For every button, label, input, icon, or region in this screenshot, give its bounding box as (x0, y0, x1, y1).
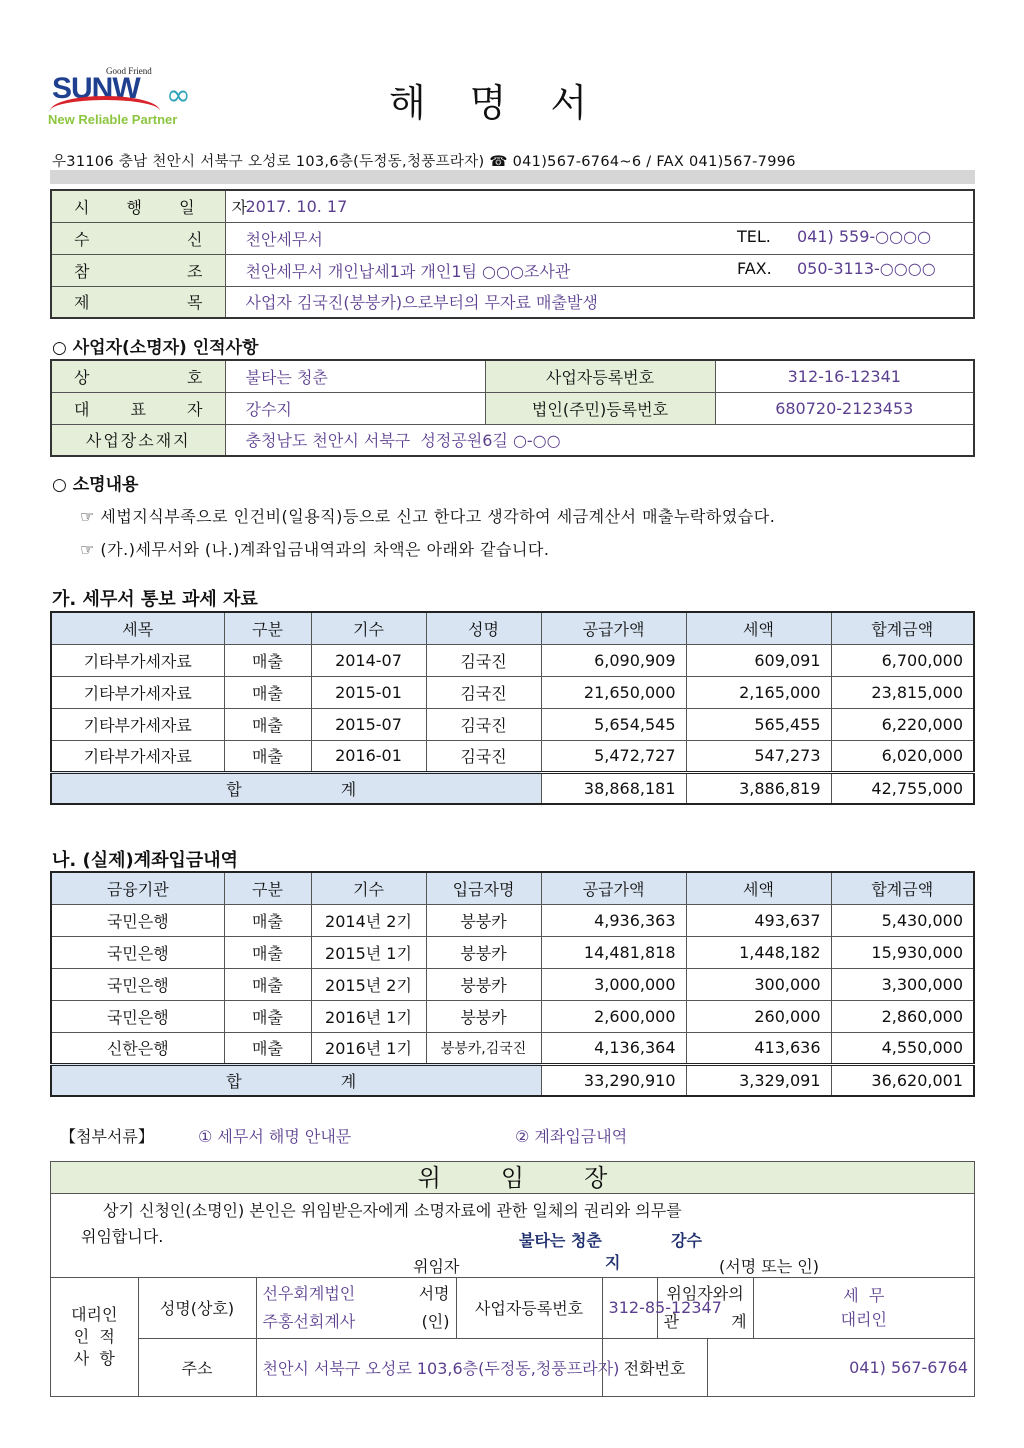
table-b-column-header: 합계금액 (831, 872, 974, 904)
table-cell: 547,273 (686, 740, 831, 772)
table-row (51, 904, 974, 936)
table-cell: 국민은행 (51, 968, 224, 1000)
table-cell: 매출 (224, 1000, 311, 1032)
table-row (51, 740, 974, 772)
subject-label-2: 목 (187, 293, 203, 313)
table-cell: 2015-07 (311, 708, 426, 740)
explanation-line-1: ☞ 세법지식부족으로 인건비(일용직)등으로 신고 한다고 생각하여 세금계산서 매출누락하였습다. (80, 507, 776, 526)
document-title: 해명서 (388, 81, 632, 125)
table-a-header-row (51, 612, 974, 644)
table-a-column-header: 공급가액 (541, 612, 686, 644)
table-row (51, 676, 974, 708)
table-cell: 김국진 (426, 708, 541, 740)
proxy-body-line-1: 상기 신청인(소명인) 본인은 위임받은자에게 소명자료에 관한 일체의 권리와 의무를 (103, 1201, 682, 1220)
date-label: 시 행 일 자 (51, 190, 225, 222)
agent-accountant-name: 주홍선회계사 (262, 1311, 356, 1331)
total-value: 33,290,910 (541, 1064, 686, 1096)
biz-row-trade-name (51, 360, 974, 392)
delegator-trade-name: 불타는 청춘 (519, 1231, 602, 1250)
table-cell: 6,020,000 (831, 740, 974, 772)
explanation-line-2: ☞ (가.)세무서와 (나.)계좌입금내역과의 차액은 아래와 같습니다. (80, 540, 550, 559)
rep-label-1: 대 (74, 399, 90, 419)
company-logo (48, 62, 228, 132)
recipient-label-2: 신 (187, 229, 203, 249)
table-b-column-header: 공급가액 (541, 872, 686, 904)
table-cell: 5,430,000 (831, 904, 974, 936)
seal-word: (인) (421, 1311, 450, 1331)
total-label-2: 계 (340, 779, 357, 799)
relation-label-2: 관 (663, 1311, 679, 1331)
trade-name-value: 불타는 청춘 (225, 360, 485, 392)
info-row-recipient (51, 222, 974, 254)
table-cell: 매출 (224, 936, 311, 968)
power-of-attorney (50, 1161, 975, 1397)
logo-slogan: New Reliable Partner (48, 112, 178, 127)
logo-tagline-small: Good Friend (106, 66, 152, 76)
divider-band (50, 170, 975, 184)
attachment-item-1[interactable]: ① 세무서 해명 안내문 (198, 1127, 352, 1146)
table-cell: 매출 (224, 708, 311, 740)
total-value: 3,886,819 (686, 772, 831, 804)
recipient-value: 천안세무서 (245, 229, 323, 249)
table-cell: 붕붕카 (426, 1000, 541, 1032)
table-cell: 6,700,000 (831, 644, 974, 676)
table-a-column-header: 성명 (426, 612, 541, 644)
signature-label: (서명 또는 인) (719, 1257, 819, 1276)
corp-reg-value: 680720-2123453 (715, 392, 974, 424)
total-label-1: 합 (226, 779, 242, 799)
biz-reg-value: 312-16-12341 (715, 360, 974, 392)
relation-label-1: 위임자와의 (666, 1283, 744, 1303)
table-cell: 565,455 (686, 708, 831, 740)
total-value: 3,329,091 (686, 1064, 831, 1096)
biz-row-representative (51, 392, 974, 424)
corp-reg-label: 법인(주민)등록번호 (485, 392, 715, 424)
table-cell: 2014-07 (311, 644, 426, 676)
total-label-1: 합 (226, 1071, 242, 1091)
location-label: 사업장소재지 (51, 424, 225, 456)
agent-phone-label: 전화번호 (602, 1338, 707, 1396)
agent-name-label: 성명(상호) (138, 1278, 256, 1338)
table-cell: 2,165,000 (686, 676, 831, 708)
agent-firm-name: 선우회계법인 (262, 1283, 356, 1303)
rep-label-2: 표 (130, 399, 146, 419)
table-cell: 21,650,000 (541, 676, 686, 708)
total-row (51, 1064, 974, 1096)
table-cell: 2016-01 (311, 740, 426, 772)
table-cell: 김국진 (426, 676, 541, 708)
table-cell: 붕붕카 (426, 968, 541, 1000)
table-cell: 260,000 (686, 1000, 831, 1032)
table-cell: 국민은행 (51, 936, 224, 968)
total-value: 36,620,001 (831, 1064, 974, 1096)
table-cell: 기타부가세자료 (51, 676, 224, 708)
table-cell: 3,300,000 (831, 968, 974, 1000)
agent-biz-reg-value: 312-85-12347 (602, 1278, 657, 1338)
table-row (51, 968, 974, 1000)
table-cell: 3,000,000 (541, 968, 686, 1000)
proxy-body-line-2: 위임합니다. (81, 1227, 164, 1246)
table-cell: 김국진 (426, 740, 541, 772)
table-cell: 23,815,000 (831, 676, 974, 708)
table-row (51, 1000, 974, 1032)
reference-label-1: 참 (74, 261, 90, 281)
attachments-label: 【첨부서류】 (60, 1127, 154, 1146)
delegator-name-part1: 강수 (671, 1231, 702, 1250)
agent-address-label: 주소 (138, 1338, 256, 1396)
table-cell: 매출 (224, 904, 311, 936)
location-value: 충청남도 천안시 서북구 성정공원6길 ○-○○ (225, 424, 974, 456)
info-table (50, 189, 975, 319)
relation-value-1: 세 무 (843, 1285, 885, 1305)
agent-info-table (51, 1278, 974, 1397)
table-cell: 15,930,000 (831, 936, 974, 968)
table-cell: 2,600,000 (541, 1000, 686, 1032)
table-cell: 5,472,727 (541, 740, 686, 772)
info-row-reference (51, 254, 974, 286)
agent-section-label-1: 대리인 (71, 1304, 118, 1324)
table-b-column-header: 금융기관 (51, 872, 224, 904)
table-cell: 14,481,818 (541, 936, 686, 968)
table-b-column-header: 구분 (224, 872, 311, 904)
proxy-body (51, 1194, 974, 1278)
total-row (51, 772, 974, 804)
table-cell: 기타부가세자료 (51, 740, 224, 772)
total-label (51, 772, 541, 804)
table-cell: 국민은행 (51, 1000, 224, 1032)
table-cell: 매출 (224, 676, 311, 708)
total-value: 38,868,181 (541, 772, 686, 804)
relation-value-2: 대리인 (840, 1309, 887, 1329)
delegator-label: 위임자 (413, 1257, 460, 1276)
rep-label-3: 자 (187, 399, 203, 419)
table-cell: 413,636 (686, 1032, 831, 1064)
table-b-column-header: 세액 (686, 872, 831, 904)
agent-section-label-2: 인 적 (73, 1326, 115, 1346)
subject-value: 사업자 김국진(붕붕카)으로부터의 무자료 매출발생 (225, 286, 974, 318)
biz-reg-label: 사업자등록번호 (485, 360, 715, 392)
tax-office-data-table (50, 611, 975, 805)
table-cell: 김국진 (426, 644, 541, 676)
table-cell: 2016년 1기 (311, 1000, 426, 1032)
table-cell: 300,000 (686, 968, 831, 1000)
table-cell: 매출 (224, 644, 311, 676)
bank-deposit-table (50, 871, 975, 1097)
total-label (51, 1064, 541, 1096)
agent-phone-value: 041) 567-6764 (707, 1338, 974, 1396)
table-row (51, 644, 974, 676)
table-b-column-header: 기수 (311, 872, 426, 904)
table-cell: 2015년 1기 (311, 936, 426, 968)
info-row-date (51, 190, 974, 222)
company-address: 우31106 충남 천안시 서북구 오성로 103,6층(두정동,청풍프라자) ☎ 041)567-6764~6 / FAX 041)567-7996 (52, 154, 796, 170)
business-section-heading: ○ 사업자(소명자) 인적사항 (52, 338, 259, 358)
proxy-title: 위임장 (51, 1162, 974, 1194)
table-cell: 2014년 2기 (311, 904, 426, 936)
table-cell: 4,136,364 (541, 1032, 686, 1064)
table-cell: 국민은행 (51, 904, 224, 936)
table-a-column-header: 세목 (51, 612, 224, 644)
info-row-subject (51, 286, 974, 318)
table-cell: 신한은행 (51, 1032, 224, 1064)
table-cell: 매출 (224, 1032, 311, 1064)
table-cell: 붕붕카,김국진 (426, 1032, 541, 1064)
recipient-label-1: 수 (74, 229, 90, 249)
logo-wordmark: SUNW (52, 72, 140, 105)
agent-biz-reg-label: 사업자등록번호 (456, 1278, 602, 1338)
table-a-title: 가. 세무서 통보 과세 자료 (52, 589, 258, 610)
agent-row-name (51, 1278, 974, 1338)
table-cell: 493,637 (686, 904, 831, 936)
trade-name-label-2: 호 (187, 367, 203, 387)
biz-row-location (51, 424, 974, 456)
table-row (51, 708, 974, 740)
attachment-item-2[interactable]: ② 계좌입금내역 (515, 1127, 628, 1146)
table-a-column-header: 구분 (224, 612, 311, 644)
table-cell: 5,654,545 (541, 708, 686, 740)
table-cell: 6,220,000 (831, 708, 974, 740)
explanation-heading: ○ 소명내용 (52, 475, 139, 495)
table-a-column-header: 합계금액 (831, 612, 974, 644)
table-cell: 매출 (224, 740, 311, 772)
table-cell: 1,448,182 (686, 936, 831, 968)
agent-address-value: 천안시 서북구 오성로 103,6층(두정동,청풍프라자) (256, 1338, 602, 1396)
relation-label-3: 계 (731, 1311, 747, 1331)
table-cell: 기타부가세자료 (51, 644, 224, 676)
table-cell: 기타부가세자료 (51, 708, 224, 740)
tel-label: TEL. (737, 226, 771, 246)
table-row (51, 936, 974, 968)
table-b-column-header: 입금자명 (426, 872, 541, 904)
agent-row-address (51, 1338, 974, 1396)
table-cell: 2015-01 (311, 676, 426, 708)
business-table (50, 359, 975, 457)
total-label-2: 계 (340, 1071, 357, 1091)
table-a-column-header: 기수 (311, 612, 426, 644)
tel-value: 041) 559-○○○○ (797, 226, 932, 246)
date-value: 2017. 10. 17 (225, 190, 974, 222)
trade-name-label-1: 상 (74, 367, 90, 387)
total-value: 42,755,000 (831, 772, 974, 804)
table-cell: 4,936,363 (541, 904, 686, 936)
table-cell: 4,550,000 (831, 1032, 974, 1064)
table-cell: 2,860,000 (831, 1000, 974, 1032)
sign-word: 서명 (418, 1283, 450, 1303)
table-cell: 매출 (224, 968, 311, 1000)
table-cell: 붕붕카 (426, 936, 541, 968)
table-cell: 2016년 1기 (311, 1032, 426, 1064)
reference-label-2: 조 (187, 261, 203, 281)
fax-label: FAX. (737, 258, 772, 278)
delegator-name-part2: 지 (605, 1253, 621, 1272)
representative-value: 강수지 (225, 392, 485, 424)
table-b-header-row (51, 872, 974, 904)
infinity-icon: ∞ (166, 78, 191, 113)
table-cell: 609,091 (686, 644, 831, 676)
table-cell: 붕붕카 (426, 904, 541, 936)
fax-value: 050-3113-○○○○ (797, 258, 936, 278)
reference-value: 천안세무서 개인납세1과 개인1팀 ○○○조사관 (245, 261, 571, 281)
agent-section-label-3: 사 항 (73, 1348, 115, 1368)
table-cell: 6,090,909 (541, 644, 686, 676)
subject-label-1: 제 (74, 293, 90, 313)
table-b-title: 나. (실제)계좌입금내역 (52, 850, 239, 871)
table-row (51, 1032, 974, 1064)
table-cell: 2015년 2기 (311, 968, 426, 1000)
table-a-column-header: 세액 (686, 612, 831, 644)
